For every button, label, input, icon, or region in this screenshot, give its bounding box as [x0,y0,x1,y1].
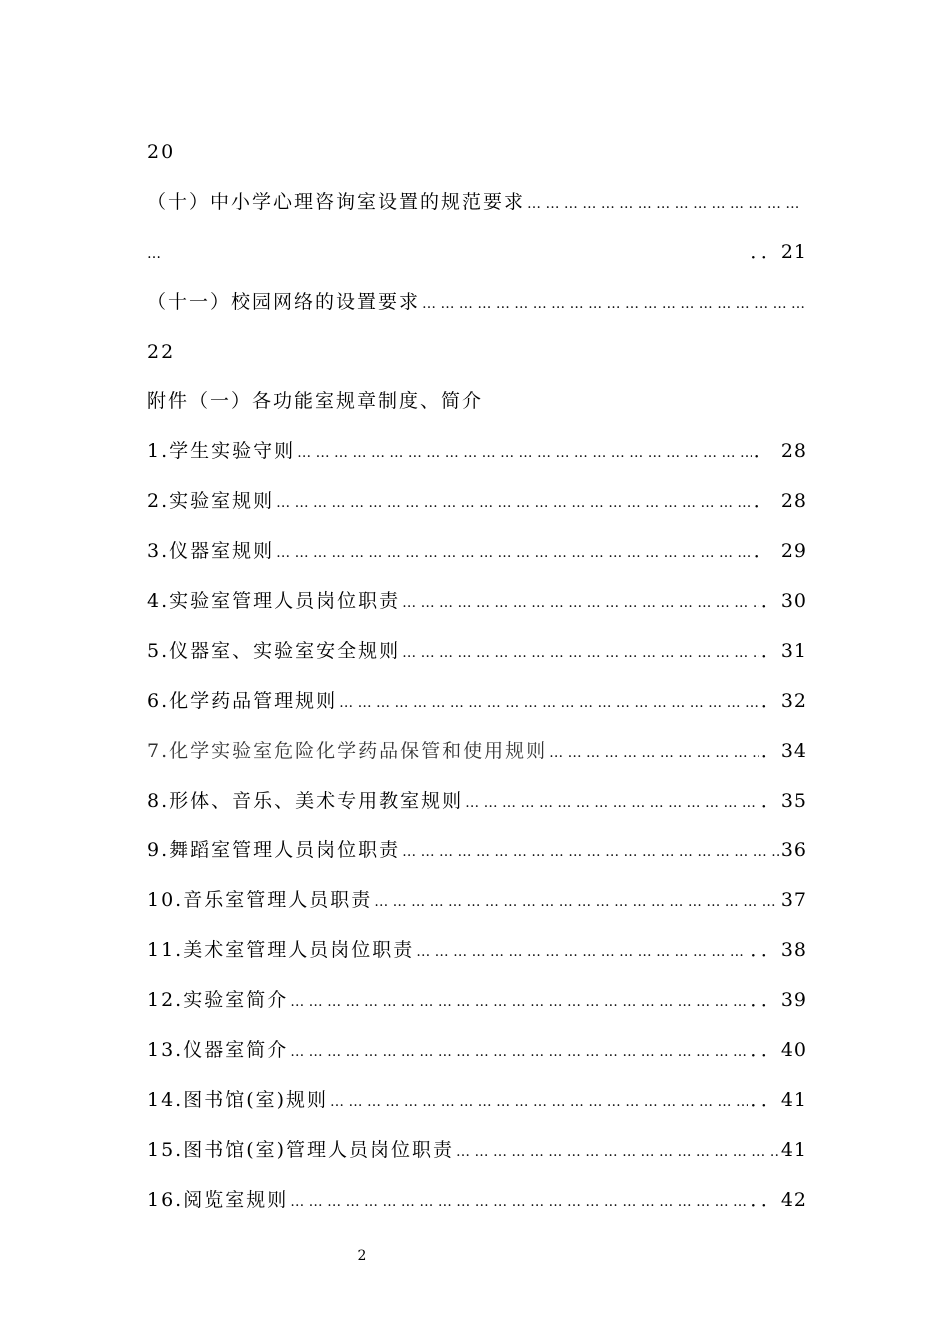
toc-entry-title[interactable]: 5.仪器室、实验室安全规则 [147,639,401,662]
toc-leader [290,1036,748,1068]
toc-entry-title[interactable]: 11.美术室管理人员岗位职责 [147,939,415,962]
toc-leader [374,886,779,918]
appendix-heading-line [147,385,807,435]
toc-entry-title[interactable]: 4.实验室管理人员岗位职责 [147,590,401,613]
toc-entry-page[interactable]: ．．39 [750,989,807,1012]
toc-entry-title[interactable]: 14.图书馆(室)规则 [147,1088,329,1111]
toc-leader [416,936,748,968]
toc-entry-title[interactable]: 16.阅览室规则 [147,1188,289,1211]
toc-entry[interactable] [147,884,807,934]
toc-item-10-line1[interactable] [147,186,807,236]
toc-entry-page[interactable]: ．．38 [750,939,807,962]
toc-item-10-leader-tail: … [147,245,161,262]
toc-entry[interactable] [147,984,807,1034]
toc-leader [549,737,759,769]
toc-entry-page[interactable]: ． 28 [753,490,807,513]
toc-entry-title[interactable]: 1.学生实验守则 [147,440,296,463]
toc-entry[interactable] [147,1184,807,1234]
toc-entry-page[interactable]: ．．40 [750,1039,807,1062]
toc-entry-page[interactable]: ．32 [760,689,807,712]
toc-entry-page[interactable]: ．．41 [750,1088,807,1111]
toc-leader [402,836,779,868]
toc-leader [297,437,752,469]
toc-leader [330,1086,748,1118]
toc-entry-title[interactable]: 13.仪器室简介 [147,1039,289,1062]
toc-entry-page[interactable]: ．．42 [750,1188,807,1211]
toc-entry[interactable] [147,1084,807,1134]
toc-entry-page[interactable]: ． 29 [753,540,807,563]
toc-entry[interactable] [147,934,807,984]
toc-entry-page[interactable]: ．34 [760,739,807,762]
toc-entry[interactable] [147,735,807,785]
page-number: 2 [357,1248,367,1264]
toc-item-11-line1[interactable] [147,286,807,336]
toc-entry-title[interactable]: 8.形体、音乐、美术专用教室规则 [147,789,464,812]
toc-leader [402,637,759,669]
toc-leader [339,687,759,719]
toc-entry-title[interactable]: 6.化学药品管理规则 [147,689,338,712]
toc-entry[interactable] [147,685,807,735]
toc-entry[interactable] [147,585,807,635]
toc-item-11-line2[interactable] [147,336,807,386]
toc-entry[interactable] [147,635,807,685]
toc-entry-page[interactable]: 41 [780,1138,807,1161]
toc-entry[interactable] [147,435,807,485]
toc-entry-title[interactable]: 2.实验室规则 [147,490,275,513]
toc-leader [290,986,748,1018]
toc-entry[interactable] [147,1034,807,1084]
toc-entry[interactable] [147,485,807,535]
toc-entry-title[interactable]: 9.舞蹈室管理人员岗位职责 [147,839,401,862]
toc-entry-title[interactable]: 15.图书馆(室)管理人员岗位职责 [147,1138,455,1161]
toc-entry[interactable] [147,535,807,585]
toc-item-10-page[interactable]: ．．21 [750,240,807,263]
toc-entry-page[interactable]: ．35 [760,789,807,812]
toc-leader [276,487,752,519]
toc-entry-page[interactable]: 36 [780,839,807,862]
toc-entry[interactable] [147,1134,807,1184]
toc-item-10-line2[interactable] [147,236,807,286]
toc-leader [527,188,805,220]
toc-entry[interactable] [147,785,807,835]
toc-entry-title[interactable]: 7.化学实验室危险化学药品保管和使用规则 [147,739,548,762]
toc-leader [276,537,752,569]
toc-item-11-page[interactable]: 22 [147,340,176,363]
toc-item-11-title[interactable]: （十一）校园网络的设置要求 [147,290,421,313]
table-of-contents [147,136,807,1234]
toc-leader [290,1186,748,1218]
toc-entry-title[interactable]: 12.实验室简介 [147,989,289,1012]
toc-fragment-page: 20 [147,141,176,163]
toc-leader [456,1136,779,1168]
appendix-entries [147,435,807,1233]
toc-entry-page[interactable]: ．30 [760,590,807,613]
toc-entry-title[interactable]: 3.仪器室规则 [147,540,275,563]
toc-entry-page[interactable]: 37 [780,889,807,912]
appendix-heading: 附件（一）各功能室规章制度、简介 [147,390,484,413]
toc-entry-page[interactable]: ． 28 [753,440,807,463]
toc-fragment-line [147,136,807,186]
toc-entry[interactable] [147,834,807,884]
toc-item-10-title[interactable]: （十）中小学心理咨询室设置的规范要求 [147,190,526,213]
toc-entry-title[interactable]: 10.音乐室管理人员职责 [147,889,373,912]
toc-leader [422,288,805,320]
toc-entry-page[interactable]: ．31 [760,639,807,662]
toc-leader [402,587,759,619]
toc-leader [465,787,759,819]
